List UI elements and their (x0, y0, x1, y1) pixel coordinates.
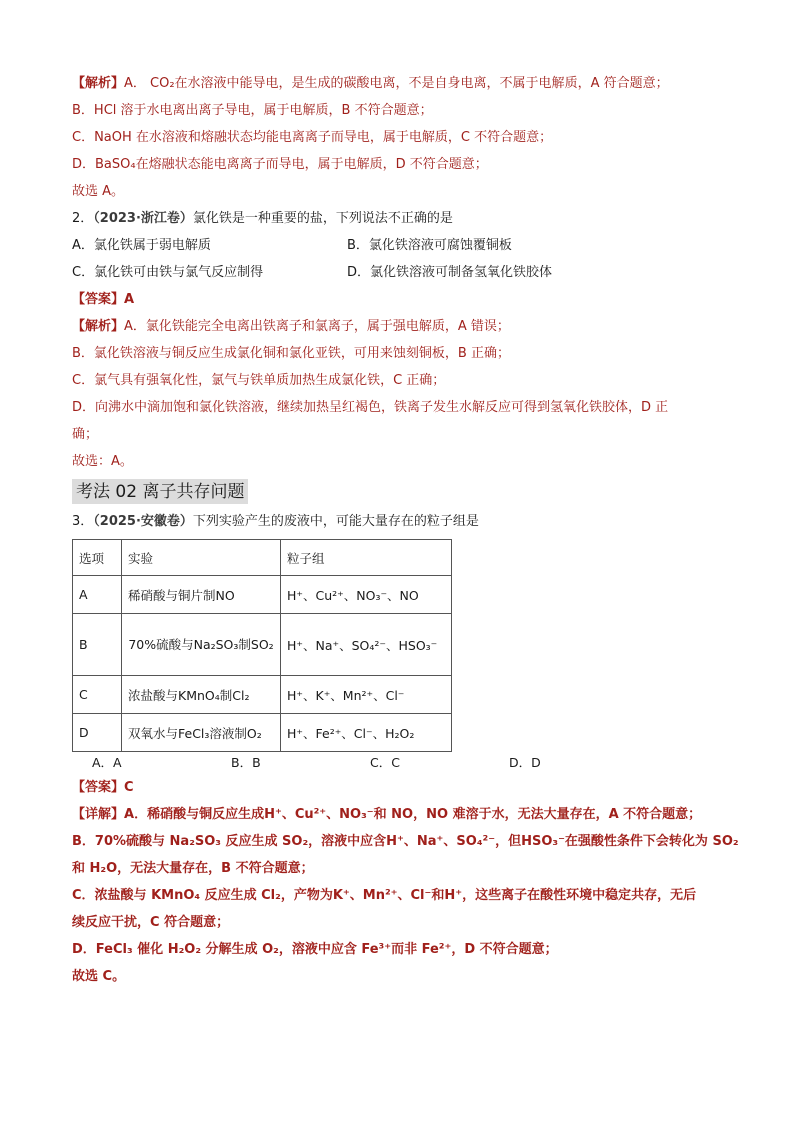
answer-choices (72, 752, 732, 774)
table-header-row (73, 540, 452, 576)
table-cell-experiment: 浓盐酸与KMnO₄制Cl₂ (122, 676, 281, 714)
question-source: （2023·浙江卷） (93, 211, 193, 226)
table-cell-ions: H⁺、Na⁺、SO₄²⁻、HSO₃⁻ (281, 614, 452, 676)
table-cell-experiment: 稀硝酸与铜片制NO (122, 576, 281, 614)
table-cell-experiment: 双氧水与FeCl₃溶液制O₂ (122, 714, 281, 752)
detail-conclusion: 故选 C。 (72, 969, 126, 984)
choice-a: A．A (92, 755, 122, 770)
table-cell-ions: H⁺、Fe²⁺、Cl⁻、H₂O₂ (281, 714, 452, 752)
question-2-stem: 2．（2023·浙江卷）氯化铁是一种重要的盐，下列说法不正确的是 (72, 211, 453, 226)
table-cell-ions: H⁺、K⁺、Mn²⁺、Cl⁻ (281, 676, 452, 714)
detail-line: 续反应干扰，C 符合题意； (72, 915, 230, 930)
table-cell-option: B (73, 614, 122, 676)
options-table (72, 539, 452, 752)
analysis-line: 确； (72, 427, 99, 442)
analysis-line: 【解析】A．氯化铁能完全电离出铁离子和氯离子，属于强电解质，A 错误； (72, 319, 510, 334)
detail-line: 和 H₂O，无法大量存在，B 不符合题意； (72, 861, 314, 876)
answer-tag: 【答案】 (72, 780, 125, 795)
analysis-line: B．HCl 溶于水电离出离子导电，属于电解质，B 不符合题意； (72, 103, 433, 118)
detail-line: B．70%硫酸与 Na₂SO₃ 反应生成 SO₂，溶液中应含H⁺、Na⁺、SO₄²⁻，但HSO₃⁻在强酸性条件下会转化为 SO₂ (72, 834, 739, 849)
analysis-line: C．NaOH 在水溶液和熔融状态均能电离离子而导电，属于电解质，C 不符合题意； (72, 130, 553, 145)
question-number: 2． (72, 211, 94, 226)
answer-line (72, 286, 732, 313)
choice-c: C．C (370, 755, 400, 770)
detail-line: C．浓盐酸与 KMnO₄ 反应生成 Cl₂，产物为K⁺、Mn²⁺、Cl⁻和H⁺，这些离子在酸性环境中稳定共存，无后 (72, 888, 697, 903)
answer-value: A (124, 292, 135, 307)
choice-d: D．D (509, 755, 541, 770)
analysis-line: D．BaSO₄在熔融状态能电离离子而导电，属于电解质，D 不符合题意； (72, 157, 488, 172)
table-row (73, 676, 452, 714)
table-cell-option: D (73, 714, 122, 752)
document-page (72, 70, 739, 990)
table-header: 粒子组 (281, 540, 452, 576)
table-cell-option: A (73, 576, 122, 614)
analysis-tag: 【解析】 (72, 319, 125, 334)
option-d: D．氯化铁溶液可制备氢氧化铁胶体 (347, 265, 553, 280)
analysis-tag: 【解析】 (72, 76, 125, 91)
question-2-options-row (72, 232, 732, 259)
table-row (73, 614, 452, 676)
table-cell-option: C (73, 676, 122, 714)
table-row (73, 576, 452, 614)
analysis-conclusion: 故选 A。 (72, 184, 125, 199)
option-b: B．氯化铁溶液可腐蚀覆铜板 (347, 238, 512, 253)
analysis-line: C．氯气具有强氧化性，氯气与铁单质加热生成氯化铁，C 正确； (72, 373, 446, 388)
question-source: （2025·安徽卷） (93, 514, 193, 529)
table-row (73, 714, 452, 752)
detail-tag: 【详解】 (72, 807, 125, 822)
option-a: A．氯化铁属于弱电解质 (72, 238, 211, 253)
detail-line: D．FeCl₃ 催化 H₂O₂ 分解生成 O₂，溶液中应含 Fe³⁺而非 Fe²⁺，D 不符合题意； (72, 942, 558, 957)
section-heading: 考法 02 离子共存问题 (72, 479, 248, 504)
answer-tag: 【答案】 (72, 292, 125, 307)
answer-line (72, 774, 732, 801)
table-cell-ions: H⁺、Cu²⁺、NO₃⁻、NO (281, 576, 452, 614)
question-number: 3． (72, 514, 94, 529)
analysis-line: B．氯化铁溶液与铜反应生成氯化铜和氯化亚铁，可用来蚀刻铜板，B 正确； (72, 346, 510, 361)
analysis-line: 【解析】A． CO₂在水溶液中能导电，是生成的碳酸电离，不是自身电离，不属于电解质，A 符合题意； (72, 76, 669, 91)
table-cell-experiment: 70%硫酸与Na₂SO₃制SO₂ (122, 614, 281, 676)
analysis-line: D．向沸水中滴加饱和氯化铁溶液，继续加热呈红褐色，铁离子发生水解反应可得到氢氧化铁胶体，D 正 (72, 400, 669, 415)
table-header: 选项 (73, 540, 122, 576)
analysis-conclusion: 故选：A。 (72, 454, 133, 469)
detail-line: 【详解】A．稀硝酸与铜反应生成H⁺、Cu²⁺、NO₃⁻和 NO，NO 难溶于水，无法大量存在，A 不符合题意； (72, 807, 702, 822)
answer-value: C (124, 780, 134, 795)
question-3-stem: 3．（2025·安徽卷）下列实验产生的废液中，可能大量存在的粒子组是 (72, 514, 479, 529)
table-header: 实验 (122, 540, 281, 576)
question-2-options-row (72, 259, 732, 286)
choice-b: B．B (231, 755, 261, 770)
option-c: C．氯化铁可由铁与氯气反应制得 (72, 265, 264, 280)
